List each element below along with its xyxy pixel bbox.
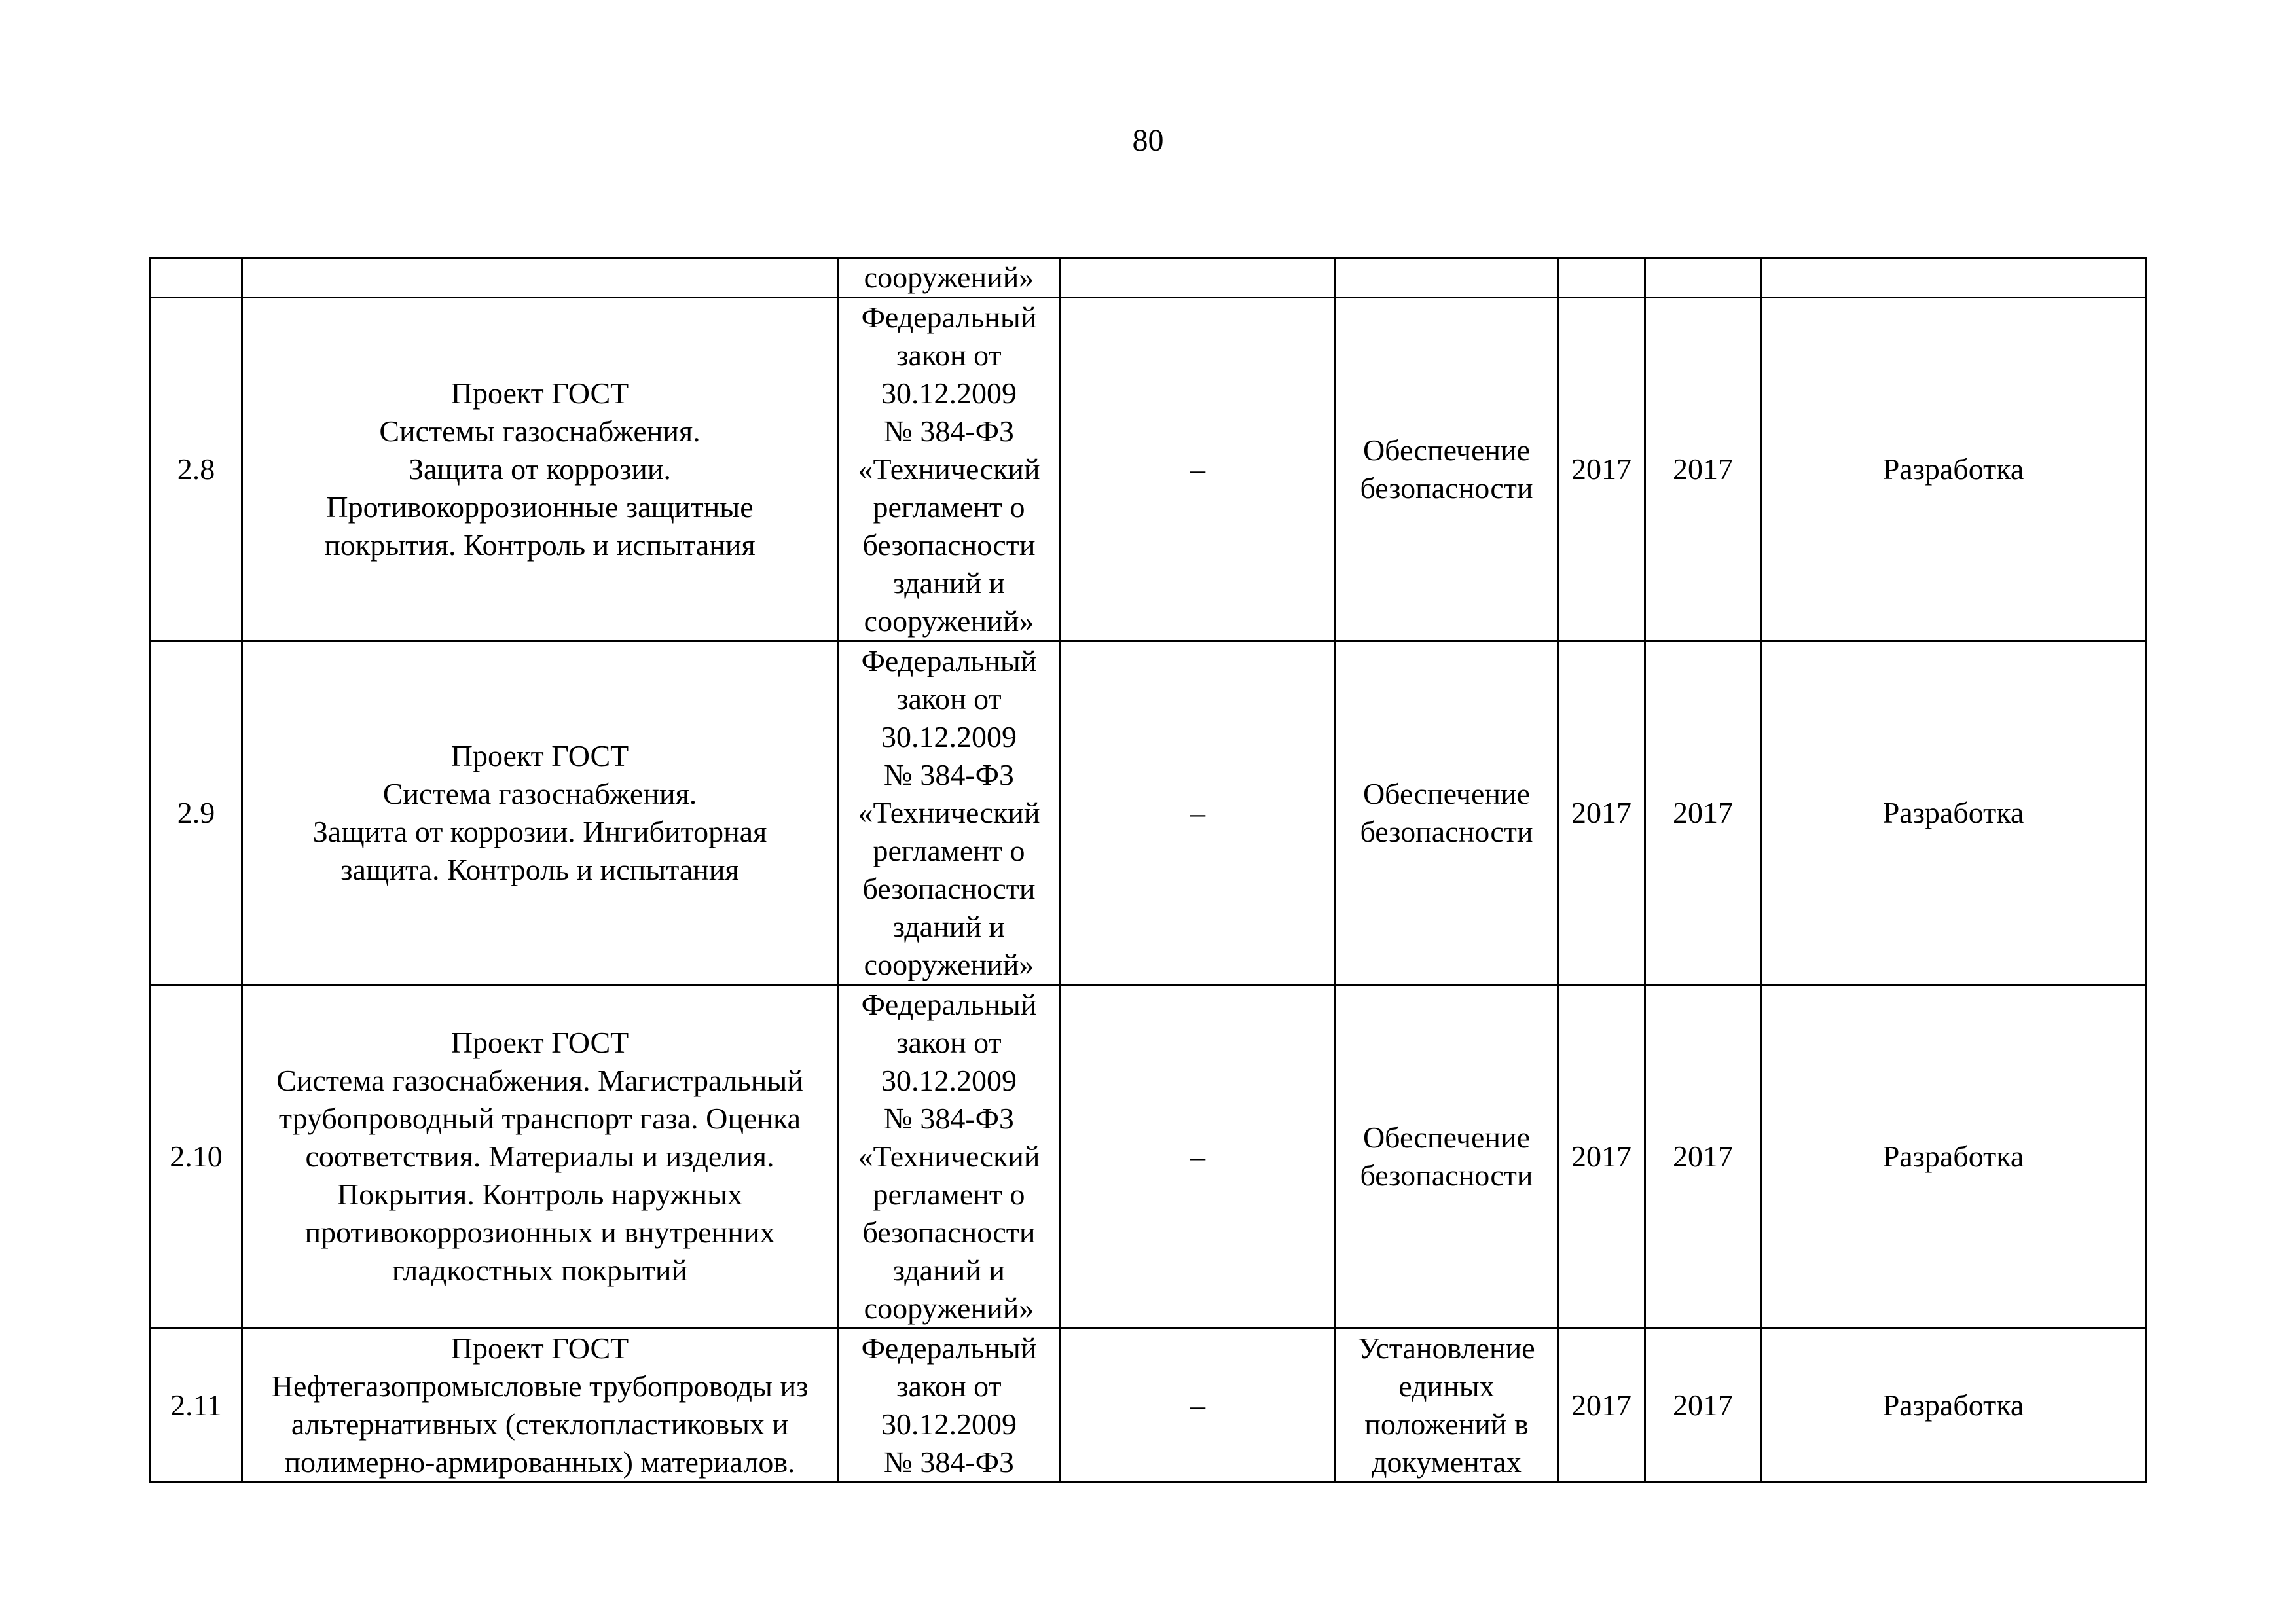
cell-year-end: 2017 [1645, 298, 1761, 641]
cell-line: 30.12.2009 [881, 1407, 1017, 1441]
table-row [151, 1329, 2146, 1483]
cell-line: Обеспечение [1362, 1121, 1531, 1154]
cell-line: безопасности [1360, 815, 1533, 848]
cell-year-start: 2017 [1558, 1329, 1645, 1483]
table-body [151, 258, 2146, 1483]
cell-line: 30.12.2009 [881, 376, 1017, 410]
cell-year-end: 2017 [1645, 985, 1761, 1329]
cell-num: 2.11 [151, 1329, 242, 1483]
table-row-continuation [151, 258, 2146, 298]
cell-line: регламент о [873, 834, 1025, 867]
cell-line: положений в [1364, 1407, 1529, 1441]
cell-year-start: 2017 [1558, 985, 1645, 1329]
cell-line: безопасности [862, 528, 1036, 562]
cell-line: противокоррозионных и внутренних [304, 1216, 775, 1249]
cell-goal [1336, 298, 1558, 641]
cell-line: сооружений» [864, 948, 1034, 981]
cell-stage: Разработка [1761, 641, 2146, 985]
cell-line: Защита от коррозии. Ингибиторная [312, 815, 767, 848]
cell-line: закон от [896, 338, 1002, 372]
page-number: 80 [1132, 123, 1164, 158]
cell-line: Установление [1358, 1331, 1535, 1365]
cell-line: безопасности [1360, 1159, 1533, 1192]
cell-line: Системы газоснабжения. [379, 414, 701, 448]
cell-line: Проект ГОСТ [450, 739, 629, 772]
cell-line: зданий и [892, 1254, 1006, 1287]
cell-line: безопасности [1360, 471, 1533, 505]
cell-year-start [1558, 258, 1645, 298]
cell-line: Проект ГОСТ [450, 1026, 629, 1059]
cell-line: № 384-ФЗ [883, 758, 1015, 791]
cell-year-end: 2017 [1645, 641, 1761, 985]
cell-line: Система газоснабжения. [382, 777, 697, 810]
cell-line: регламент о [873, 1178, 1025, 1211]
cell-stage: Разработка [1761, 298, 2146, 641]
cell-line: закон от [896, 1369, 1002, 1403]
cell-line: Федеральный [861, 1331, 1037, 1365]
cell-line: Система газоснабжения. Магистральный [276, 1064, 803, 1097]
cell-line: покрытия. Контроль и испытания [324, 528, 756, 562]
cell-stage: Разработка [1761, 1329, 2146, 1483]
cell-law [838, 1329, 1061, 1483]
cell-goal [1336, 985, 1558, 1329]
table-row [151, 641, 2146, 985]
standards-plan-table [149, 257, 2147, 1483]
cell-line: № 384-ФЗ [883, 414, 1015, 448]
cell-dash: – [1061, 985, 1336, 1329]
cell-goal [1336, 1329, 1558, 1483]
cell-line: единых [1398, 1369, 1495, 1403]
cell-line: зданий и [892, 910, 1006, 943]
cell-line: защита. Контроль и испытания [340, 853, 739, 886]
cell-num: 2.10 [151, 985, 242, 1329]
cell-line: безопасности [862, 872, 1036, 905]
cell-line: Противокоррозионные защитные [326, 490, 754, 524]
cell-num [151, 258, 242, 298]
table-row [151, 298, 2146, 641]
cell-line: № 384-ФЗ [883, 1102, 1015, 1135]
cell-line: регламент о [873, 490, 1025, 524]
cell-line: Обеспечение [1362, 777, 1531, 810]
cell-law [838, 298, 1061, 641]
cell-line: 30.12.2009 [881, 720, 1017, 753]
cell-line: соответствия. Материалы и изделия. [305, 1140, 774, 1173]
cell-line: Федеральный [861, 300, 1037, 334]
cell-name [242, 258, 838, 298]
table-row [151, 985, 2146, 1329]
cell-year-end [1645, 258, 1761, 298]
cell-dash: – [1061, 641, 1336, 985]
cell-year-end: 2017 [1645, 1329, 1761, 1483]
cell-line: документах [1372, 1445, 1522, 1479]
cell-goal [1336, 641, 1558, 985]
cell-year-start: 2017 [1558, 641, 1645, 985]
cell-stage [1761, 258, 2146, 298]
cell-line: Проект ГОСТ [450, 1331, 629, 1365]
cell-num: 2.9 [151, 641, 242, 985]
cell-line: 30.12.2009 [881, 1064, 1017, 1097]
cell-name [242, 1329, 838, 1483]
cell-name [242, 985, 838, 1329]
cell-line: Покрытия. Контроль наружных [337, 1178, 742, 1211]
cell-line: безопасности [862, 1216, 1036, 1249]
cell-goal [1336, 258, 1558, 298]
cell-line: «Технический [858, 796, 1040, 829]
cell-line: сооружений» [864, 604, 1034, 638]
cell-line: закон от [896, 682, 1002, 715]
cell-dash: – [1061, 1329, 1336, 1483]
cell-year-start: 2017 [1558, 298, 1645, 641]
cell-line: Нефтегазопромысловые трубопроводы из [271, 1369, 809, 1403]
cell-dash [1061, 258, 1336, 298]
cell-line: Обеспечение [1362, 433, 1531, 467]
cell-dash: – [1061, 298, 1336, 641]
cell-name [242, 298, 838, 641]
cell-law [838, 641, 1061, 985]
cell-line: Проект ГОСТ [450, 376, 629, 410]
cell-line: зданий и [892, 566, 1006, 600]
cell-line: «Технический [858, 452, 1040, 486]
cell-line: трубопроводный транспорт газа. Оценка [278, 1102, 801, 1135]
cell-line: закон от [896, 1026, 1002, 1059]
cell-line: Защита от коррозии. [409, 452, 671, 486]
cell-num: 2.8 [151, 298, 242, 641]
cell-name [242, 641, 838, 985]
cell-law [838, 985, 1061, 1329]
cell-line: «Технический [858, 1140, 1040, 1173]
cell-line: полимерно-армированных) материалов. [284, 1445, 795, 1479]
cell-stage: Разработка [1761, 985, 2146, 1329]
cell-line: Федеральный [861, 988, 1037, 1021]
cell-law: сооружений» [838, 258, 1061, 298]
cell-line: сооружений» [864, 1291, 1034, 1325]
cell-line: гладкостных покрытий [392, 1254, 688, 1287]
cell-line: альтернативных (стеклопластиковых и [291, 1407, 789, 1441]
cell-line: № 384-ФЗ [883, 1445, 1015, 1479]
cell-line: Федеральный [861, 644, 1037, 677]
